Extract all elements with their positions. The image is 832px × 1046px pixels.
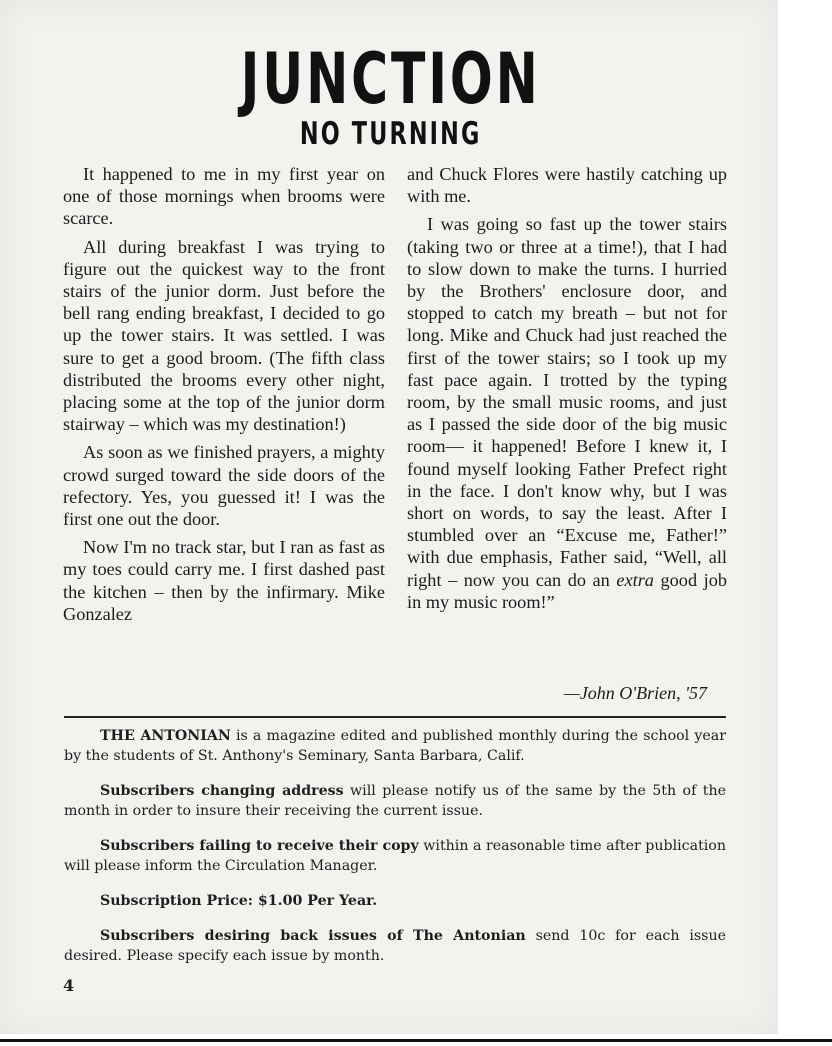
notice-paragraph (64, 781, 726, 821)
notice-lead: Subscribers desiring back issues of The Antonian (100, 928, 526, 944)
notice-paragraph (64, 891, 726, 911)
article-subtitle: NO TURNING (299, 116, 482, 152)
page-number: 4 (63, 976, 75, 995)
section-divider (64, 716, 726, 718)
story-paragraph (407, 213, 727, 613)
notice-paragraph (64, 926, 726, 966)
notice-text: will please notify us of the same by the 5th of the month in order to insure their receiving the current issue. (64, 783, 727, 819)
publication-notices (64, 726, 726, 981)
article-title: JUNCTION (240, 38, 541, 120)
story-text: I was going so fast up the tower stairs (taking two or three at a time!), that I had to slow down to make the turns. I hurried by the Brothers' enclosure door, and stopped to catch my breath – but not for long. Mike and Chuck had just reached the first of the tower stairs; so I took up my fast pace again. I trotted by the typing room, by the small music rooms, and just as I passed the side door of the big music room— it happened! Before I knew it, I found myself looking Father Prefect right in the face. I don't know why, but I was short on words, to say the least. After I stumbled over an “Excuse me, Father!” with due emphasis, Father said, “Well, all right – now you can do an (407, 214, 727, 590)
story-paragraph-continued: and Chuck Flores were hastily catching up with me. (407, 164, 727, 207)
story-left-column (63, 163, 385, 631)
story-text: good job in my music room!” (407, 569, 727, 612)
notice-text: is a magazine edited and published monthly during the school year by the students of St. Anthony's Seminary, Santa Barbara, Calif. (64, 728, 726, 764)
notice-text: within a reasonable time after publication will please inform the Circulation Manager. (64, 838, 726, 874)
notice-paragraph (64, 726, 726, 766)
notice-lead: Subscribers changing address (100, 783, 344, 799)
story-paragraph: All during breakfast I was trying to figure out the quickest way to the front stairs of the junior dorm. Just before the bell rang ending breakfast, I decided to go up the tower stairs. It was settled. I was sure to get a good broom. (The fifth class distributed the brooms every other night, placing some at the top of the junior dorm stairway – which was my destination!) (63, 236, 385, 435)
story-emphasis: extra (616, 569, 654, 590)
story-paragraph: As soon as we finished prayers, a mighty crowd surged toward the side doors of the refectory. Yes, you guessed it! I was the first one out the door. (63, 442, 385, 530)
story-right-column (407, 163, 727, 619)
story-paragraph: It happened to me in my first year on one of those mornings when brooms were scarce. (63, 164, 385, 229)
notice-lead: Subscribers failing to receive their copy (100, 838, 419, 854)
story-paragraph: Now I'm no track star, but I ran as fast as my toes could carry me. I first dashed past the kitchen – then by the infirmary. Mike Gonzalez (63, 537, 385, 624)
author-signature: —John O'Brien, '57 (563, 683, 707, 703)
notice-paragraph (64, 836, 726, 876)
notice-lead: THE ANTONIAN (100, 728, 231, 744)
scan-border-line (0, 1039, 832, 1042)
notice-text: send 10c for each issue desired. Please specify each issue by month. (64, 928, 726, 964)
notice-lead: Subscription Price: $1.00 Per Year. (100, 893, 378, 909)
